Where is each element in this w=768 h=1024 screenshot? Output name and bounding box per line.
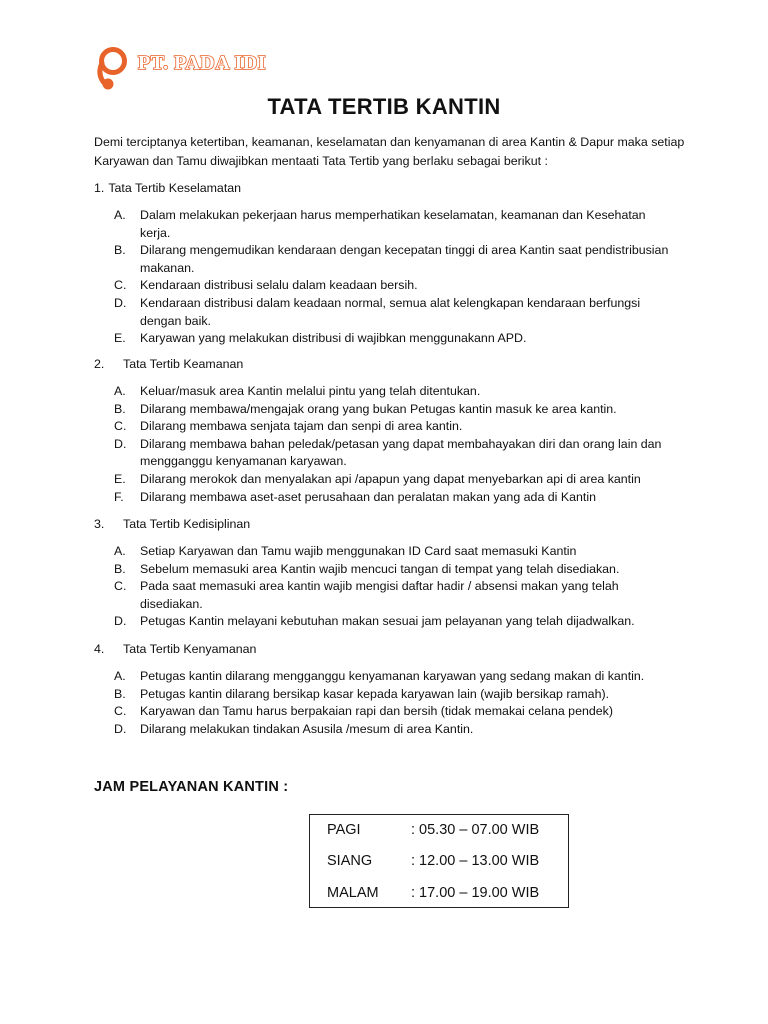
- list-item: [114, 401, 674, 419]
- section-title: Tata Tertib Keselamatan: [108, 181, 242, 195]
- list-item-text: Dalam melakukan pekerjaan harus memperhatikan keselamatan, keamanan dan Kesehatan kerja.: [140, 208, 646, 240]
- list-marker: D.: [114, 721, 127, 736]
- section-heading-keamanan: [94, 356, 243, 372]
- list-item: [114, 277, 674, 295]
- list-item: [114, 383, 674, 401]
- list-marker: C.: [114, 579, 127, 594]
- list-item: [114, 489, 674, 507]
- list-marker: B.: [114, 243, 126, 258]
- list-item-text: Kendaraan distribusi selalu dalam keadaan bersih.: [140, 278, 418, 293]
- list-marker: E.: [114, 331, 126, 346]
- section-number: 1.: [94, 181, 105, 195]
- section-number: 4.: [94, 642, 105, 656]
- section-heading-keselamatan: [94, 180, 241, 196]
- list-marker: B.: [114, 401, 126, 416]
- list-marker: E.: [114, 471, 126, 486]
- list-item: [114, 561, 674, 579]
- list-item-text: Dilarang merokok dan menyalakan api /apapun yang dapat menyebarkan api di area kantin: [140, 471, 641, 486]
- service-hours-time: : 12.00 – 13.00 WIB: [411, 853, 540, 869]
- list-item: [114, 295, 674, 330]
- section-heading-kenyamanan: [94, 641, 256, 657]
- list-item-text: Dilarang membawa/mengajak orang yang bukan Petugas kantin masuk ke area kantin.: [140, 401, 617, 416]
- list-marker: A.: [114, 384, 126, 398]
- list-item-text: Karyawan yang melakukan distribusi di wajibkan menggunakann APD.: [140, 331, 527, 346]
- list-marker: A.: [114, 544, 126, 558]
- list-item-text: Setiap Karyawan dan Tamu wajib menggunakan ID Card saat memasuki Kantin: [140, 544, 577, 558]
- section-list-kedisiplinan: [114, 543, 674, 631]
- service-hours-label: PAGI: [327, 822, 361, 838]
- list-item-text: Sebelum memasuki area Kantin wajib mencuci tangan di tempat yang telah disediakan.: [140, 561, 620, 576]
- list-item: [114, 578, 674, 613]
- section-title: Tata Tertib Keamanan: [123, 357, 244, 371]
- list-item: [114, 668, 674, 686]
- list-item: [114, 471, 674, 489]
- service-hours-row: [327, 822, 539, 838]
- page-title: TATA TERTIB KANTIN: [267, 94, 501, 119]
- list-marker: C.: [114, 419, 127, 434]
- list-item-text: Dilarang melakukan tindakan Asusila /mesum di area Kantin.: [140, 721, 474, 736]
- list-item: [114, 721, 674, 739]
- list-item-text: Karyawan dan Tamu harus berpakaian rapi dan bersih (tidak memakai celana pendek): [140, 704, 613, 719]
- list-marker: A.: [114, 208, 126, 222]
- list-item: [114, 436, 674, 471]
- list-item: [114, 242, 674, 277]
- list-item-text: Pada saat memasuki area kantin wajib mengisi daftar hadir / absensi makan yang telah disediakan.: [140, 579, 619, 611]
- list-item: [114, 703, 674, 721]
- list-item-text: Petugas kantin dilarang mengganggu kenyamanan karyawan yang sedang makan di kantin.: [140, 669, 645, 683]
- list-item: [114, 543, 674, 561]
- list-item-text: Dilarang membawa aset-aset perusahaan dan peralatan makan yang ada di Kantin: [140, 489, 596, 504]
- list-marker: C.: [114, 704, 127, 719]
- service-hours-time: : 17.00 – 19.00 WIB: [411, 885, 540, 901]
- list-marker: D.: [114, 295, 127, 310]
- section-number: 2.: [94, 357, 105, 371]
- list-marker: B.: [114, 561, 126, 576]
- section-heading-kedisiplinan: [94, 516, 250, 532]
- section-title: Tata Tertib Kenyamanan: [123, 642, 257, 656]
- list-item-text: Petugas kantin dilarang bersikap kasar kepada karyawan lain (wajib bersikap ramah).: [140, 686, 610, 701]
- service-hours-time: : 05.30 – 07.00 WIB: [411, 822, 540, 838]
- list-item: [114, 418, 674, 436]
- list-marker: B.: [114, 686, 126, 701]
- intro-paragraph: Demi terciptanya ketertiban, keamanan, keselamatan dan kenyamanan di area Kantin & Dapur maka setiap Karyawan dan Tamu diwajibkan mentaati Tata Tertib yang berlaku sebagai berikut :: [94, 135, 685, 168]
- list-marker: F.: [114, 489, 124, 504]
- logo-mark-icon: [94, 46, 134, 92]
- service-hours-row: [327, 853, 539, 869]
- list-item-text: Keluar/masuk area Kantin melalui pintu yang telah ditentukan.: [140, 384, 481, 398]
- list-item-text: Dilarang membawa bahan peledak/petasan yang dapat membahayakan diri dan orang lain dan mengganggu kenyamanan karyawan.: [140, 436, 662, 469]
- section-title: Tata Tertib Kedisiplinan: [123, 517, 251, 531]
- service-hours-label: SIANG: [327, 853, 373, 869]
- service-hours-row: [327, 885, 539, 901]
- list-marker: D.: [114, 614, 127, 629]
- section-list-keamanan: [114, 383, 674, 506]
- list-item-text: Dilarang membawa senjata tajam dan senpi di area kantin.: [140, 419, 463, 434]
- list-item-text: Petugas Kantin melayani kebutuhan makan sesuai jam pelayanan yang telah dijadwalkan.: [140, 614, 635, 629]
- list-marker: C.: [114, 278, 127, 293]
- list-marker: A.: [114, 669, 126, 683]
- list-item: [114, 330, 674, 348]
- logo-company-name: PT. PADA IDI: [138, 52, 267, 74]
- service-hours-title: JAM PELAYANAN KANTIN :: [94, 779, 289, 795]
- company-logo: [94, 46, 267, 92]
- section-list-kenyamanan: [114, 668, 674, 738]
- list-item: [114, 207, 674, 242]
- list-marker: D.: [114, 436, 127, 451]
- list-item: [114, 686, 674, 704]
- list-item-text: Dilarang mengemudikan kendaraan dengan kecepatan tinggi di area Kantin saat pendistribusian makanan.: [140, 243, 669, 275]
- service-hours-label: MALAM: [327, 885, 379, 901]
- section-number: 3.: [94, 517, 105, 531]
- list-item-text: Kendaraan distribusi dalam keadaan normal, semua alat kelengkapan kendaraan berfungsi dengan baik.: [140, 295, 641, 328]
- service-hours-box: [309, 814, 569, 908]
- section-list-keselamatan: [114, 207, 674, 348]
- list-item: [114, 613, 674, 631]
